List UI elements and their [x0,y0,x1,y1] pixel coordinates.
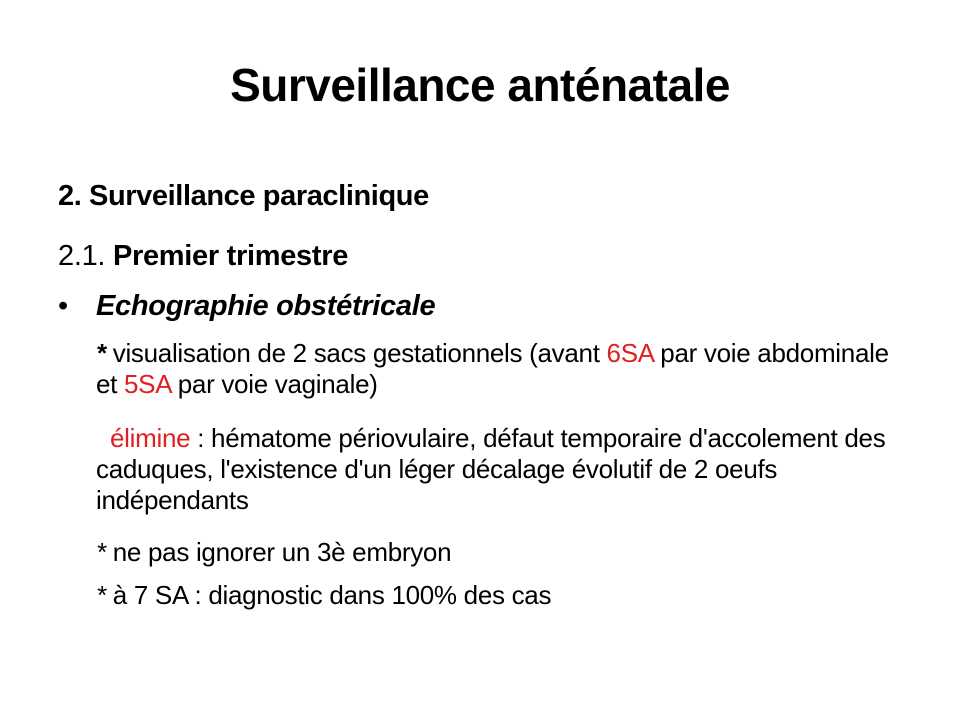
detail-text: par voie abdominale et [96,338,889,399]
asterisk-marker: * [96,338,106,368]
asterisk-marker: * [96,580,106,610]
highlight-elimine: élimine [110,423,191,453]
detail-diagnostic [96,580,916,611]
highlight-5sa: 5SA [124,369,171,399]
detail-elimine [96,423,916,516]
detail-text: par voie vaginale) [170,369,378,399]
detail-text: à 7 SA : diagnostic dans 100% des cas [105,580,552,610]
slide-title: Surveillance anténatale [230,59,730,111]
detail-text: ne pas ignorer un 3è embryon [105,537,452,567]
subsection-title: Premier trimestre [112,240,349,272]
detail-visualisation [96,338,916,400]
bullet-label: Echographie obstétricale [96,290,436,322]
subsection-heading [58,240,348,273]
bullet-dot-icon: • [58,290,68,322]
section-heading: 2. Surveillance paraclinique [58,180,429,212]
subsection-number: 2.1. [58,240,106,272]
highlight-6sa: 6SA [606,338,654,368]
detail-embryon [96,537,916,568]
bullet-item [58,290,435,323]
detail-text: : hématome périovulaire, défaut temporaire d'accolement des caduques, l'existence d'un léger décalage évolutif de 2 oeufs indépendants [96,423,886,515]
asterisk-marker: * [96,537,106,567]
detail-text: visualisation de 2 sacs gestationnels (avant [105,338,607,368]
